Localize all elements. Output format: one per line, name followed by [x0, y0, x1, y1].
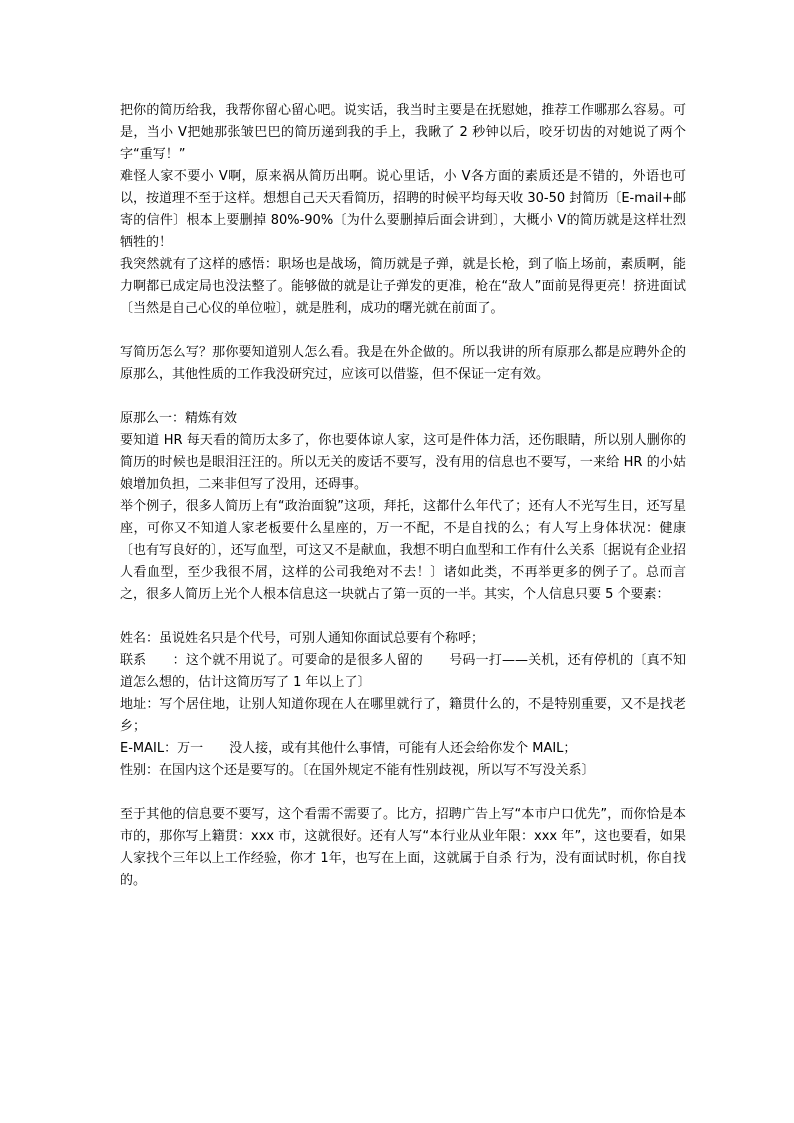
list-item-address: 地址：写个居住地，让别人知道你现在人在哪里就行了，籍贯什么的，不是特别重要，又不是找老乡；	[120, 697, 686, 734]
list-item-contact: 联系 ：这个就不用说了。可要命的是很多人留的 号码一打——关机，还有停机的〔真不知道怎么想的，估计这简历写了 1 年以上了〕	[120, 653, 686, 690]
section-heading-principle-one: 原那么一：精炼有效	[120, 411, 238, 426]
paragraph-examples: 举个例子，很多人简历上有“政治面貌”这项，拜托，这都什么年代了；还有人不光写生日，还写星座，可你又不知道人家老板要什么星座的，万一不配，不是自找的么；有人写上身体状况：健康〔也有写良好的〕，还写血型，可这又不是献血，我想不明白血型和工作有什么关系〔据说有企业招人看血型，至少我很不屑，这样的公司我绝对不去！〕诸如此类，不再举更多的例子了。总而言之，很多人简历上光个人根本信息这一块就占了第一页的一半。其实，个人信息只要 5 个要素：	[120, 499, 686, 602]
blank-line	[120, 782, 686, 804]
blank-line	[120, 606, 686, 628]
paragraph-resume-request: 把你的简历给我，我帮你留心留心吧。说实话，我当时主要是在抚慰她，推荐工作哪那么容易。可是，当小 V把她那张皱巴巴的简历递到我的手上，我瞅了 2 秒钟以后，咬牙切齿的对她说了两个字“重写！”	[120, 103, 686, 162]
list-item-name: 姓名：虽说姓名只是个代号，可别人通知你面试总要有个称呼；	[120, 631, 485, 646]
paragraph-hr-reads-many: 要知道 HR 每天看的简历太多了，你也要体谅人家，这可是件体力活，还伤眼睛，所以别人删你的简历的时候也是眼泪汪汪的。所以无关的废话不要写，没有用的信息也不要写，一来给 HR 的小姑娘增加负担，二来非但写了没用，还碍事。	[120, 433, 686, 492]
paragraph-workplace-battlefield: 我突然就有了这样的感悟：职场也是战场，简历就是子弹，就是长枪，到了临上场前，素质啊，能力啊都已成定局也没法整了。能够做的就是让子弹发的更准，枪在“敌人”面前晃得更亮！挤进面试〔当然是自己心仪的单位啦〕，就是胜利，成功的曙光就在前面了。	[120, 257, 686, 316]
paragraph-other-info: 至于其他的信息要不要写，这个看需不需要了。比方，招聘广告上写“本市户口优先”，而你恰是本市的，那你写上籍贯：xxx 市，这就很好。还有人写“本行业从业年限：xxx 年”，这也要看，如果人家找个三年以上工作经验，你才 1年，也写在上面，这就属于自杀 行为，没有面试时机，你自找的。	[120, 807, 686, 888]
paragraph-how-to-write: 写简历怎么写？那你要知道别人怎么看。我是在外企做的。所以我讲的所有原那么都是应聘外企的原那么，其他性质的工作我没研究过，应该可以借鉴，但不保证一定有效。	[120, 345, 686, 382]
list-item-email: E-MAIL：万一 没人接，或有其他什么事情，可能有人还会给你发个 MAIL；	[120, 741, 577, 756]
paragraph-why-rejected: 难怪人家不要小 V啊，原来祸从简历出啊。说心里话，小 V各方面的素质还是不错的，外语也可以，按道理不至于这样。想想自己天天看简历，招聘的时候平均每天收 30-50 封简历〔E-mail+邮寄的信件〕根本上要删掉 80%-90%〔为什么要删掉后面会讲到〕，大概小 V的简历就是这样壮烈牺牲的！	[120, 169, 686, 250]
list-item-gender: 性别：在国内这个还是要写的。〔在国外规定不能有性别歧视，所以写不写没关系〕	[120, 763, 595, 778]
blank-line	[120, 386, 686, 408]
blank-line	[120, 320, 686, 342]
document-body	[120, 100, 686, 892]
